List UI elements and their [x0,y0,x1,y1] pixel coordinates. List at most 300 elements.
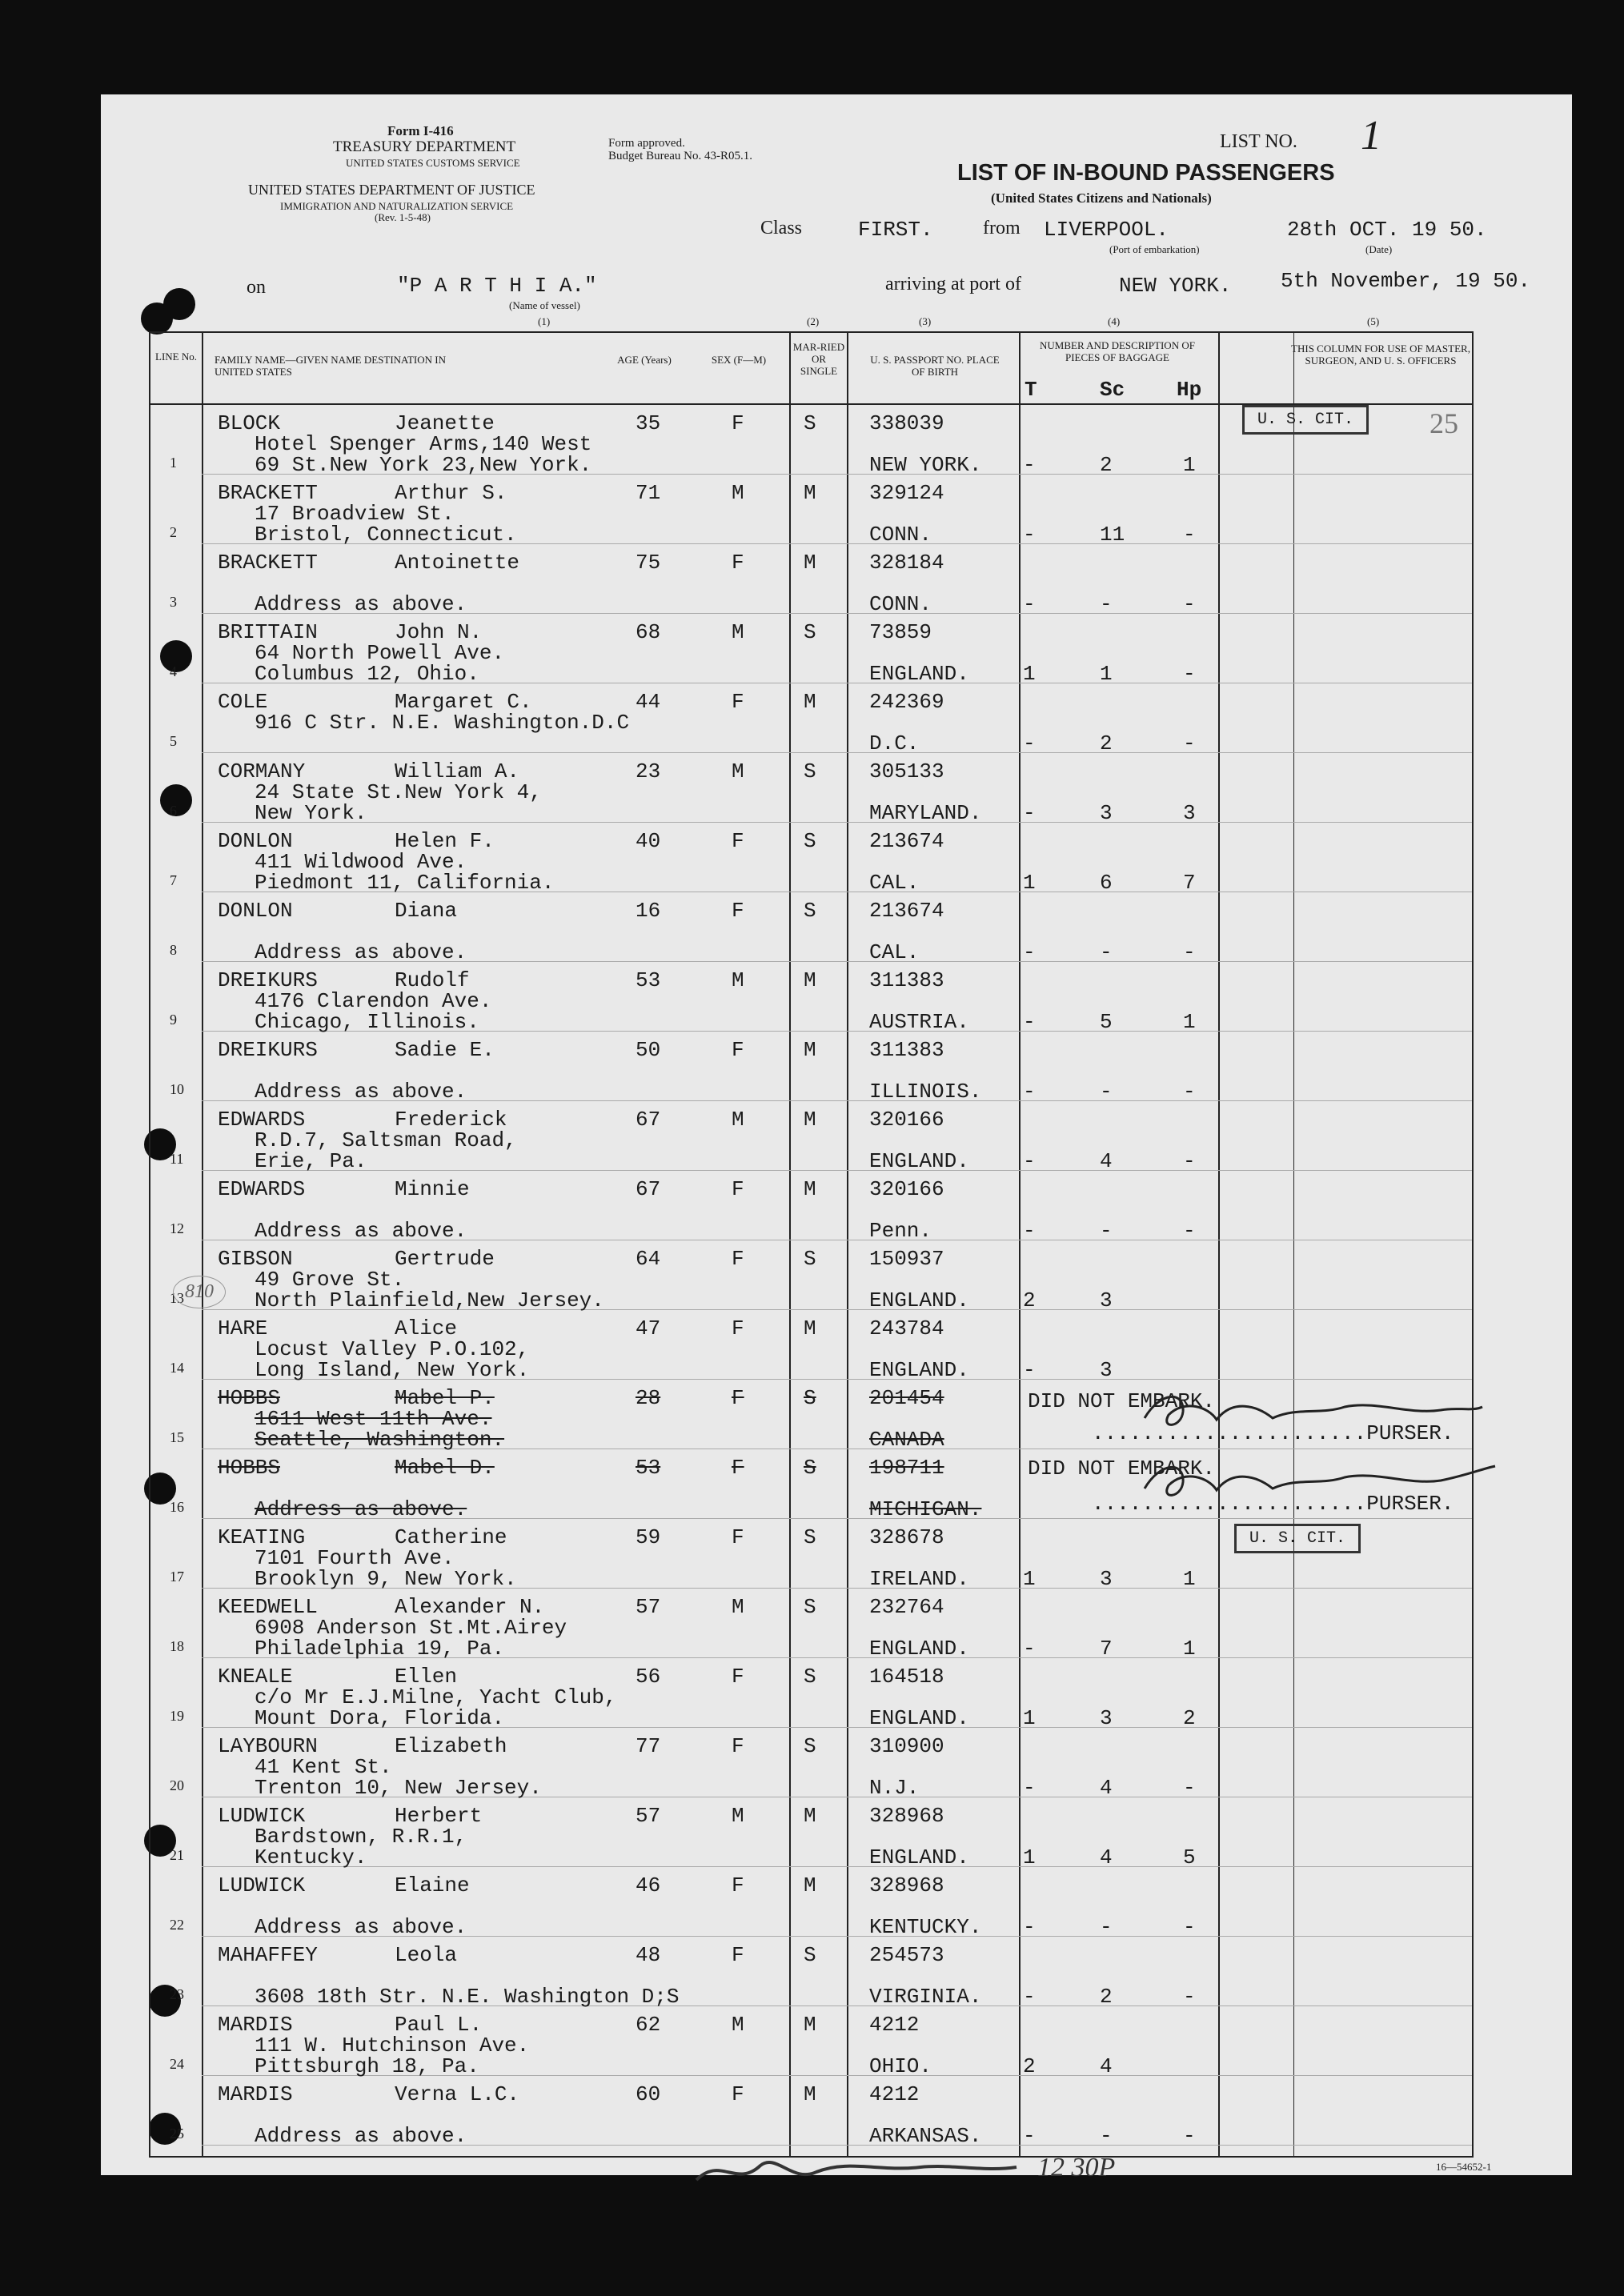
table-row [150,753,1472,823]
cell-pp: 305133 [869,759,944,783]
cell-birth: ENGLAND. [869,1149,969,1173]
cell-hp: 5 [1183,1845,1196,1869]
cell-ms: M [804,1804,816,1828]
cell-addr1: Locust Valley P.O.102, [255,1337,530,1361]
justice-dept: UNITED STATES DEPARTMENT OF JUSTICE [248,182,535,198]
cell-sc: - [1100,1219,1113,1243]
cell-addr1: 6908 Anderson St.Mt.Airey [255,1616,567,1640]
cell-addr2: 3608 18th Str. N.E. Washington D;S [255,1985,680,2009]
port-embark-caption: (Port of embarkation) [1109,243,1200,255]
cell-ms: M [804,968,816,992]
cell-hp: 3 [1183,801,1196,825]
cell-hp: - [1183,2124,1196,2148]
cell-hp: 1 [1183,1010,1196,1034]
cell-hp: - [1183,731,1196,755]
class-value: FIRST. [858,218,933,242]
cell-ms: S [804,1525,816,1549]
cell-sex: M [732,481,744,505]
cell-hp: 1 [1183,453,1196,477]
cell-pp: 328968 [869,1873,944,1897]
cell-sc: 3 [1100,1358,1113,1382]
table-row [150,1101,1472,1171]
cell-fam: BRACKETT [218,551,318,575]
cell-pp: 320166 [869,1177,944,1201]
cell-fam: LUDWICK [218,1873,306,1897]
cell-addr2: Brooklyn 9, New York. [255,1567,517,1591]
cell-pp: 213674 [869,899,944,923]
treasury-dept: TREASURY DEPARTMENT [333,138,516,155]
cell-addr2: Kentucky. [255,1845,367,1869]
passenger-table [149,331,1474,2158]
cell-birth: CONN. [869,523,932,547]
page-title: LIST OF IN-BOUND PASSENGERS [957,160,1335,186]
cell-n: 18 [170,1638,184,1654]
cell-given: William A. [395,759,520,783]
cell-n: 8 [170,942,177,958]
cell-sex: F [732,1873,744,1897]
cell-n: 7 [170,872,177,888]
cell-t: - [1023,453,1036,477]
cell-addr1: 7101 Fourth Ave. [255,1546,455,1570]
cell-ms: M [804,2082,816,2106]
cell-birth: MARYLAND. [869,801,982,825]
cell-n: 20 [170,1777,184,1793]
cell-n: 21 [170,1847,184,1863]
cell-t: - [1023,1915,1036,1939]
cell-age: 23 [636,759,661,783]
cell-ms: S [804,1247,816,1271]
cell-addr2: Philadelphia 19, Pa. [255,1637,505,1661]
table-row [150,1310,1472,1380]
cell-birth: ENGLAND. [869,1288,969,1312]
date-caption: (Date) [1365,243,1393,255]
table-row [150,1032,1472,1104]
cell-age: 40 [636,829,661,853]
cell-n: 5 [170,733,177,749]
cell-hp: 7 [1183,871,1196,895]
col-number: (1) [538,315,551,327]
cell-t: 1 [1023,1706,1036,1730]
cell-fam: DREIKURS [218,968,318,992]
cell-age: 46 [636,1873,661,1897]
cell-addr1: c/o Mr E.J.Milne, Yacht Club, [255,1685,617,1709]
cell-sex: M [732,620,744,644]
cell-ms: S [804,620,816,644]
cell-hp: - [1183,523,1196,547]
cell-birth: OHIO. [869,2054,932,2078]
cell-sc: 6 [1100,871,1113,895]
cell-hp: - [1183,1149,1196,1173]
table-row [150,1240,1472,1310]
port-embarkation: LIVERPOOL. [1044,218,1169,242]
cell-n: 10 [170,1081,184,1097]
cell-age: 53 [636,1456,661,1480]
cell-sex: F [732,2082,744,2106]
cell-birth: D.C. [869,731,920,755]
cell-sc: 4 [1100,2054,1113,2078]
vessel-name: "P A R T H I A." [397,274,597,298]
cell-fam: HARE [218,1316,268,1340]
cell-ms: M [804,481,816,505]
header-passport: U. S. PASSPORT NO. PLACE OF BIRTH [870,354,1000,378]
page-subtitle: (United States Citizens and Nationals) [991,190,1212,206]
cell-age: 53 [636,968,661,992]
cell-given: Sadie E. [395,1038,495,1062]
cell-sex: F [732,1038,744,1062]
cell-hp: 1 [1183,1567,1196,1591]
cell-hp: - [1183,592,1196,616]
cell-given: Diana [395,899,458,923]
cell-fam: HOBBS [218,1456,281,1480]
cell-pp: 198711 [869,1456,944,1480]
cell-n: 13 [170,1290,184,1306]
cell-given: Mabel P. [395,1386,495,1410]
cell-given: Paul L. [395,2013,483,2037]
cell-birth: KENTUCKY. [869,1915,982,1939]
cell-ms: M [804,1316,816,1340]
cell-birth: MICHIGAN. [869,1497,982,1521]
cell-age: 50 [636,1038,661,1062]
cell-fam: HOBBS [218,1386,281,1410]
cell-given: Rudolf [395,968,470,992]
cell-given: Alice [395,1316,458,1340]
cell-pp: 311383 [869,968,944,992]
cell-pp: 328678 [869,1525,944,1549]
cell-sex: F [732,1734,744,1758]
cell-pp: 320166 [869,1108,944,1132]
col-number: (2) [807,315,820,327]
vessel-caption: (Name of vessel) [509,299,580,311]
cell-sex: F [732,1665,744,1689]
cell-t: - [1023,940,1036,964]
cell-sex: F [732,899,744,923]
cell-addr1: 411 Wildwood Ave. [255,850,467,874]
cell-age: 44 [636,690,661,714]
cell-addr2: Address as above. [255,592,467,616]
cell-ms: M [804,2013,816,2037]
cell-sc: 3 [1100,1706,1113,1730]
cell-birth: ENGLAND. [869,1637,969,1661]
cell-given: Elaine [395,1873,470,1897]
cell-addr2: Address as above. [255,2124,467,2148]
cell-addr2: Address as above. [255,1915,467,1939]
cell-age: 47 [636,1316,661,1340]
cell-t: - [1023,1358,1036,1382]
cell-sex: M [732,968,744,992]
arriving-label: arriving at port of [885,274,1021,295]
table-row [150,823,1472,895]
cell-given: Leola [395,1943,458,1967]
cell-sc: 1 [1100,662,1113,686]
cell-birth: ENGLAND. [869,662,969,686]
cell-addr2: New York. [255,801,367,825]
cell-given: Catherine [395,1525,507,1549]
cell-n: 11 [170,1151,184,1167]
table-row [150,2006,1472,2076]
cell-age: 28 [636,1386,661,1410]
cell-sc: 2 [1100,1985,1113,2009]
from-label: from [983,218,1021,238]
cell-fam: EDWARDS [218,1177,306,1201]
cell-n: 9 [170,1012,177,1028]
cell-sc: 5 [1100,1010,1113,1034]
cell-sc: 4 [1100,1845,1113,1869]
cell-pp: 311383 [869,1038,944,1062]
arrival-port: NEW YORK. [1119,274,1232,298]
cell-pp: 310900 [869,1734,944,1758]
cell-hp: - [1183,1776,1196,1800]
table-row [150,1658,1472,1728]
cell-t: - [1023,1637,1036,1661]
cell-ms: S [804,759,816,783]
cell-hp: - [1183,662,1196,686]
cell-ms: M [804,1038,816,1062]
cell-sc: 3 [1100,1567,1113,1591]
cell-age: 59 [636,1525,661,1549]
cell-sex: F [732,690,744,714]
cell-t: 1 [1023,1567,1036,1591]
cell-given: Herbert [395,1804,483,1828]
cell-age: 35 [636,411,661,435]
purser-signature [1137,1383,1489,1439]
cell-addr1: 17 Broadview St. [255,502,455,526]
did-not-embark: DID NOT EMBARK. [1028,1389,1216,1413]
cell-sex: F [732,1316,744,1340]
cell-sex: F [732,411,744,435]
cell-birth: CONN. [869,592,932,616]
cell-n: 4 [170,663,177,679]
cell-t: 2 [1023,1288,1036,1312]
cell-sex: F [732,1386,744,1410]
purser-signature [1137,1453,1505,1509]
table-row [150,892,1472,962]
cell-addr1: 49 Grove St. [255,1268,405,1292]
cell-ms: M [804,1873,816,1897]
us-citizen-stamp: U. S. CIT. [1234,1524,1361,1553]
cell-sc: 4 [1100,1149,1113,1173]
cell-sex: F [732,1456,744,1480]
cell-fam: BRACKETT [218,481,318,505]
cell-t: - [1023,1080,1036,1104]
cell-addr2: Address as above. [255,1497,467,1521]
revision: (Rev. 1-5-48) [375,211,431,223]
cell-addr2: Bristol, Connecticut. [255,523,517,547]
cell-birth: ENGLAND. [869,1845,969,1869]
cell-t: - [1023,523,1036,547]
cell-fam: CORMANY [218,759,306,783]
cell-birth: ENGLAND. [869,1358,969,1382]
cell-fam: KNEALE [218,1665,293,1689]
cell-age: 60 [636,2082,661,2106]
cell-sc: - [1100,1080,1113,1104]
cell-n: 22 [170,1917,184,1933]
cell-sc: 7 [1100,1637,1113,1661]
cell-fam: DREIKURS [218,1038,318,1062]
cell-addr2: Columbus 12, Ohio. [255,662,479,686]
cell-pp: 73859 [869,620,932,644]
ins-service: IMMIGRATION AND NATURALIZATION SERVICE [280,200,514,212]
cell-sex: M [732,1595,744,1619]
cell-addr1: 64 North Powell Ave. [255,641,505,665]
cell-age: 56 [636,1665,661,1689]
cell-fam: EDWARDS [218,1108,306,1132]
cell-addr2: Trenton 10, New Jersey. [255,1776,542,1800]
table-row [150,2076,1472,2146]
cell-given: Verna L.C. [395,2082,520,2106]
cell-given: Elizabeth [395,1734,507,1758]
cell-n: 14 [170,1360,184,1376]
cell-fam: BLOCK [218,411,281,435]
cell-addr2: North Plainfield,New Jersey. [255,1288,604,1312]
cell-sex: F [732,1177,744,1201]
cell-ms: S [804,1456,816,1480]
cell-age: 75 [636,551,661,575]
footer-note: 12 30P [1037,2153,1116,2182]
cell-fam: KEATING [218,1525,306,1549]
table-row [150,475,1472,547]
cell-addr1: 41 Kent St. [255,1755,392,1779]
header-bag-t: T [1025,378,1037,402]
inspector-signature [688,2148,1025,2204]
form-code: 16—54652-1 [1436,2161,1492,2173]
cell-sex: M [732,1804,744,1828]
purser-line: ......................PURSER. [1092,1492,1454,1516]
cell-n: 3 [170,594,177,610]
cell-pp: 232764 [869,1595,944,1619]
cell-n: 24 [170,2056,184,2072]
cell-sex: F [732,1943,744,1967]
cell-fam: LUDWICK [218,1804,306,1828]
class-label: Class [760,218,803,238]
cell-t: 2 [1023,2054,1036,2078]
stamp-note: 25 [1430,407,1458,439]
cell-addr2: Erie, Pa. [255,1149,367,1173]
cell-given: Alexander N. [395,1595,545,1619]
cell-t: - [1023,731,1036,755]
cell-addr1: 24 State St.New York 4, [255,780,542,804]
header-bag-sc: Sc [1100,378,1125,402]
cell-sex: F [732,551,744,575]
customs-service: UNITED STATES CUSTOMS SERVICE [346,157,520,169]
cell-age: 16 [636,899,661,923]
cell-birth: ILLINOIS. [869,1080,982,1104]
cell-birth: ARKANSAS. [869,2124,982,2148]
header-bag-hp: Hp [1177,378,1202,402]
table-row [150,614,1472,686]
purser-line: ......................PURSER. [1092,1421,1454,1445]
on-label: on [247,277,266,298]
cell-ms: M [804,551,816,575]
cell-pp: 150937 [869,1247,944,1271]
table-row [150,544,1472,614]
cell-t: - [1023,1010,1036,1034]
cell-age: 57 [636,1804,661,1828]
cell-sex: F [732,1525,744,1549]
cell-birth: AUSTRIA. [869,1010,969,1034]
cell-addr2: 69 St.New York 23,New York. [255,453,592,477]
cell-addr1: 1611 West 11th Ave. [255,1407,492,1431]
cell-ms: S [804,1665,816,1689]
cell-hp: - [1183,1080,1196,1104]
cell-addr2: Mount Dora, Florida. [255,1706,505,1730]
cell-n: 19 [170,1708,184,1724]
cell-sc: 2 [1100,453,1113,477]
table-row [150,1937,1472,2009]
cell-t: - [1023,1776,1036,1800]
cell-sc: 3 [1100,1288,1113,1312]
cell-hp: - [1183,1915,1196,1939]
cell-birth: Penn. [869,1219,932,1243]
cell-sex: M [732,759,744,783]
us-citizen-stamp: U. S. CIT. [1242,405,1369,435]
form-number: Form I-416 [387,123,454,138]
cell-given: John N. [395,620,483,644]
table-row [150,1797,1472,1867]
cell-birth: VIRGINIA. [869,1985,982,2009]
cell-ms: S [804,1595,816,1619]
cell-given: Margaret C. [395,690,532,714]
cell-ms: S [804,1734,816,1758]
cell-addr1: Hotel Spenger Arms,140 West [255,432,592,456]
table-row [150,1589,1472,1661]
cell-given: Jeanette [395,411,495,435]
cell-given: Gertrude [395,1247,495,1271]
cell-birth: ENGLAND. [869,1706,969,1730]
cell-t: 1 [1023,1845,1036,1869]
cell-given: Frederick [395,1108,507,1132]
cell-addr2: Pittsburgh 18, Pa. [255,2054,479,2078]
table-row [150,1867,1472,1937]
cell-hp: - [1183,1985,1196,2009]
cell-age: 64 [636,1247,661,1271]
cell-t: 1 [1023,662,1036,686]
cell-hp: - [1183,940,1196,964]
cell-n: 12 [170,1220,184,1236]
header-sex: SEX (F—M) [711,354,767,366]
cell-pp: 243784 [869,1316,944,1340]
cell-age: 71 [636,481,661,505]
budget-bureau: Budget Bureau No. 43-R05.1. [608,150,752,162]
header-name: FAMILY NAME—GIVEN NAME DESTINATION IN UNITED STATES [215,354,447,378]
cell-addr2: Address as above. [255,1219,467,1243]
header-baggage: NUMBER AND DESCRIPTION OF PIECES OF BAGGAGE [1040,339,1195,363]
cell-ms: S [804,899,816,923]
cell-pp: 328184 [869,551,944,575]
cell-pp: 4212 [869,2082,920,2106]
cell-age: 67 [636,1108,661,1132]
cell-addr2: Seattle, Washington. [255,1428,505,1452]
cell-age: 77 [636,1734,661,1758]
cell-birth: NEW YORK. [869,453,982,477]
cell-n: 1 [170,455,177,471]
cell-fam: KEEDWELL [218,1595,318,1619]
cell-given: Arthur S. [395,481,507,505]
cell-fam: MARDIS [218,2013,293,2037]
col-number: (3) [919,315,932,327]
departure-date: 28th OCT. 19 50. [1287,218,1487,242]
cell-birth: CAL. [869,871,920,895]
cell-sex: M [732,2013,744,2037]
cell-fam: COLE [218,690,268,714]
cell-hp: - [1183,1219,1196,1243]
cell-pp: 254573 [869,1943,944,1967]
cell-birth: CANADA [869,1428,944,1452]
cell-birth: N.J. [869,1776,920,1800]
cell-given: Antoinette [395,551,520,575]
cell-age: 62 [636,2013,661,2037]
table-row [150,1728,1472,1800]
margin-note: 810 [173,1276,226,1308]
